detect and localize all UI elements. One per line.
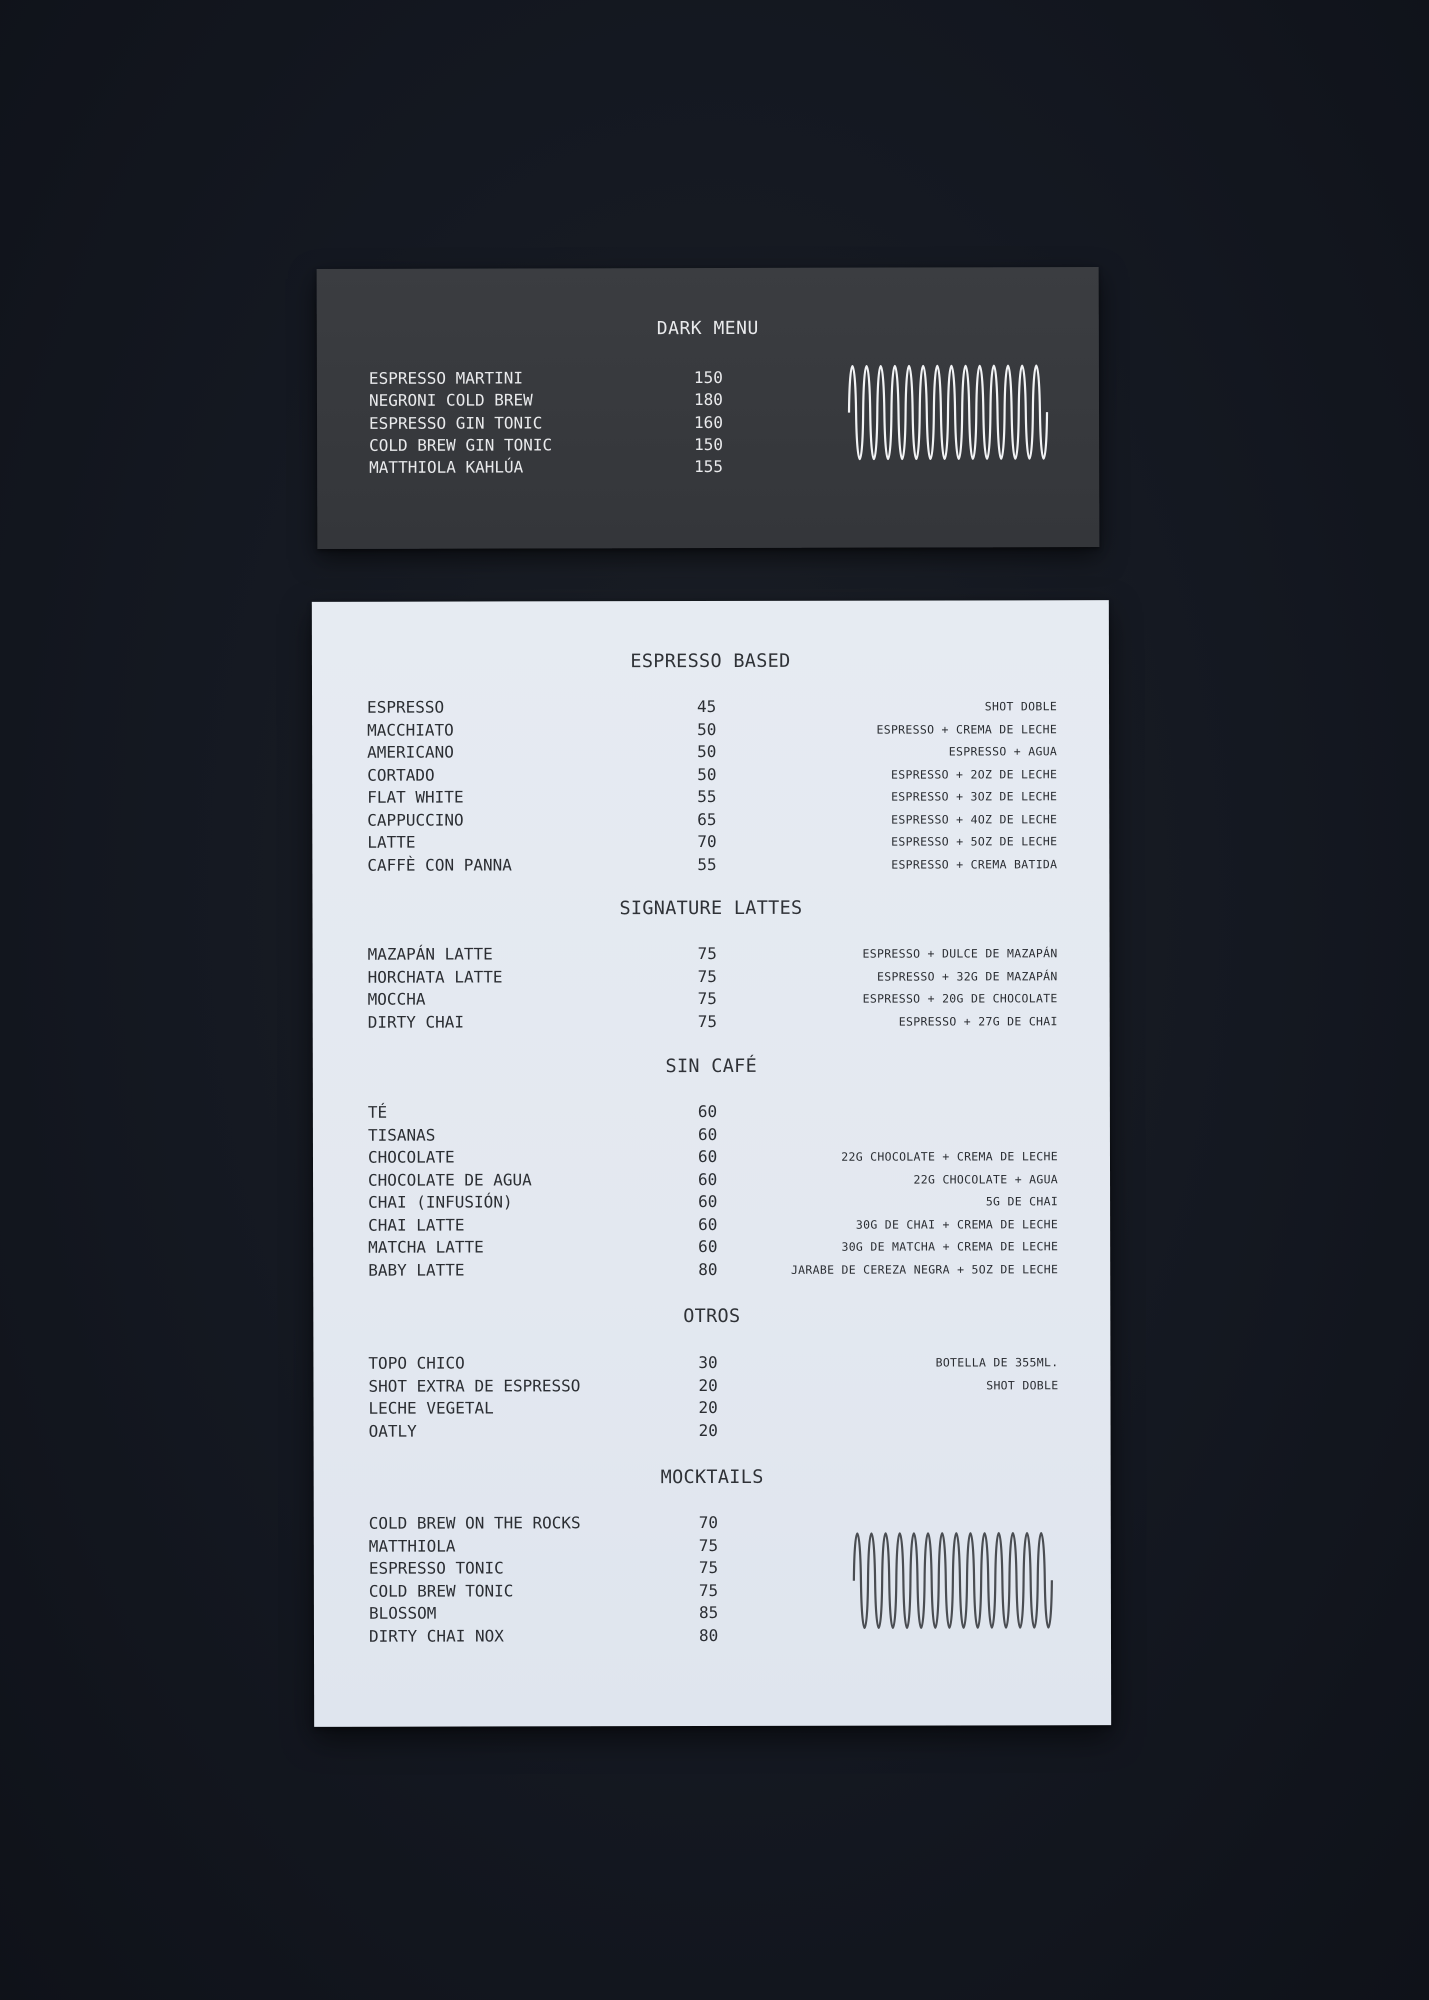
item-price: 75 [697, 943, 717, 964]
section-title-mocktails: MOCKTAILS [660, 1466, 764, 1489]
item-price: 180 [693, 390, 723, 410]
dark-menu-title: DARK MENU [656, 317, 759, 340]
item-price: 60 [698, 1214, 718, 1234]
item-name: HORCHATA LATTE [367, 966, 503, 987]
item-name: BABY LATTE [368, 1260, 465, 1280]
item-price: 60 [697, 1101, 718, 1122]
item-name: BLOSSOM [368, 1603, 437, 1623]
item-description: SHOT DOBLE [986, 1377, 1059, 1392]
list-item [367, 853, 1057, 877]
item-description: ESPRESSO + 3OZ DE LECHE [891, 789, 1058, 804]
list-item [368, 1374, 1058, 1398]
list-item [367, 808, 1057, 832]
item-name: OATLY [368, 1421, 417, 1441]
item-name: COLD BREW ON THE ROCKS [368, 1513, 581, 1533]
item-price: 85 [698, 1602, 719, 1623]
item-price: 80 [698, 1259, 718, 1279]
item-price: 55 [697, 786, 717, 807]
item-description: SHOT DOBLE [984, 699, 1058, 714]
list-item [368, 1258, 1058, 1282]
item-price: 55 [697, 854, 717, 874]
item-name: CORTADO [367, 765, 435, 785]
item-price: 20 [698, 1420, 718, 1440]
list-item [367, 718, 1057, 742]
list-item [367, 830, 1057, 854]
item-name: MOCCHA [367, 989, 426, 1009]
item-price: 60 [697, 1146, 718, 1167]
list-item [369, 1419, 1059, 1443]
list-item [369, 434, 749, 457]
item-name: ESPRESSO GIN TONIC [369, 413, 543, 433]
item-price: 50 [697, 764, 717, 784]
spring-coil-icon [851, 1514, 1055, 1646]
list-item [368, 965, 1058, 989]
item-description: ESPRESSO + 32G DE MAZAPÁN [876, 968, 1058, 984]
item-description: ESPRESSO + 5OZ DE LECHE [891, 834, 1058, 849]
item-price: 70 [697, 831, 717, 852]
item-name: FLAT WHITE [367, 787, 464, 807]
list-item [368, 942, 1058, 966]
item-price: 160 [694, 412, 723, 432]
item-name: CHAI (INFUSIÓN) [368, 1192, 513, 1212]
item-description: 5G DE CHAI [985, 1194, 1059, 1209]
list-item [368, 1100, 1058, 1124]
item-price: 75 [697, 988, 717, 1009]
item-description: ESPRESSO + DULCE DE MAZAPÁN [862, 946, 1058, 961]
item-name: CHOCOLATE [367, 1147, 455, 1167]
list-item [368, 1351, 1058, 1375]
item-price: 75 [698, 1557, 719, 1578]
item-name: TÉ [367, 1102, 388, 1122]
item-price: 65 [697, 809, 717, 829]
item-description: JARABE DE CEREZA NEGRA + 5OZ DE LECHE [790, 1261, 1059, 1277]
item-price: 20 [698, 1375, 718, 1395]
list-item [368, 1010, 1058, 1034]
item-name: MATTHIOLA KAHLÚA [369, 457, 524, 478]
section-title-sin-cafe: SIN CAFÉ [665, 1055, 758, 1078]
section-sin-cafe [368, 1100, 1058, 1281]
list-item [369, 389, 749, 412]
list-item [368, 987, 1058, 1011]
item-price: 150 [694, 434, 724, 454]
item-name: CHOCOLATE DE AGUA [368, 1169, 532, 1190]
item-name: LATTE [367, 832, 416, 852]
item-name: NEGRONI COLD BREW [368, 390, 533, 411]
item-price: 60 [698, 1169, 718, 1189]
item-name: ESPRESSO TONIC [368, 1558, 504, 1578]
item-name: COLD BREW GIN TONIC [369, 435, 553, 455]
item-price: 60 [697, 1124, 718, 1144]
item-name: CAFFÈ CON PANNA [367, 854, 512, 875]
item-price: 20 [698, 1397, 718, 1418]
coil-stroke [854, 1533, 1052, 1628]
list-item [367, 785, 1057, 809]
item-description: ESPRESSO + CREMA BATIDA [891, 856, 1058, 872]
item-price: 75 [698, 1535, 719, 1555]
main-menu-card [312, 600, 1111, 1727]
spring-coil-icon [846, 347, 1050, 478]
item-price: 80 [698, 1625, 719, 1645]
section-otros [368, 1351, 1058, 1442]
item-price: 50 [697, 719, 717, 739]
item-name: MAZAPÁN LATTE [367, 944, 493, 964]
item-name: CAPPUCCINO [367, 810, 464, 830]
item-description: 30G DE CHAI + CREMA DE LECHE [855, 1216, 1059, 1232]
item-description: 22G CHOCOLATE + AGUA [913, 1171, 1059, 1187]
item-description: 30G DE MATCHA + CREMA DE LECHE [841, 1239, 1059, 1254]
list-item [368, 1168, 1058, 1192]
item-price: 60 [698, 1236, 718, 1257]
item-price: 70 [698, 1512, 719, 1533]
item-name: DIRTY CHAI NOX [368, 1625, 504, 1646]
section-title-otros: OTROS [683, 1305, 741, 1328]
item-price: 50 [697, 741, 717, 762]
list-item [367, 763, 1057, 787]
coil-stroke [849, 366, 1047, 460]
section-title-signature-lattes: SIGNATURE LATTES [619, 897, 803, 920]
item-description: ESPRESSO + 2OZ DE LECHE [891, 766, 1058, 782]
list-item [367, 695, 1057, 719]
list-item [368, 1123, 1058, 1147]
item-price: 155 [694, 457, 724, 477]
item-name: CHAI LATTE [368, 1215, 465, 1235]
section-signature-lattes [368, 942, 1058, 1033]
item-name: LECHE VEGETAL [368, 1398, 494, 1418]
item-description: ESPRESSO + 4OZ DE LECHE [891, 811, 1058, 827]
list-item [369, 367, 749, 390]
list-item [369, 411, 749, 434]
list-item [368, 1235, 1058, 1259]
item-description: 22G CHOCOLATE + CREMA DE LECHE [841, 1149, 1059, 1164]
list-item [368, 1190, 1058, 1214]
item-name: DIRTY CHAI [367, 1012, 465, 1032]
dark-menu-card [317, 267, 1100, 549]
item-name: SHOT EXTRA DE ESPRESSO [368, 1375, 581, 1396]
list-item [369, 456, 749, 479]
item-description: BOTELLA DE 355ML. [935, 1355, 1059, 1370]
item-description: ESPRESSO + CREMA DE LECHE [876, 721, 1058, 737]
item-price: 75 [698, 1580, 719, 1600]
item-price: 30 [698, 1352, 718, 1373]
item-description: ESPRESSO + 20G DE CHOCOLATE [862, 991, 1058, 1006]
list-item [368, 1396, 1058, 1420]
item-name: COLD BREW TONIC [368, 1580, 514, 1601]
item-name: ESPRESSO [367, 697, 445, 717]
item-price: 75 [697, 1011, 717, 1031]
item-name: MACCHIATO [367, 720, 454, 740]
section-espresso-based [367, 695, 1057, 876]
item-price: 75 [697, 966, 717, 986]
item-name: ESPRESSO MARTINI [368, 368, 524, 388]
item-price: 60 [698, 1191, 718, 1212]
list-item [367, 740, 1057, 764]
item-price: 150 [693, 367, 723, 388]
item-description: ESPRESSO + 27G DE CHAI [898, 1013, 1058, 1029]
item-name: MATCHA LATTE [368, 1237, 484, 1257]
item-price: 45 [697, 696, 717, 717]
item-name: AMERICANO [367, 742, 454, 762]
item-description: ESPRESSO + AGUA [948, 744, 1058, 759]
list-item [368, 1213, 1058, 1237]
item-name: TOPO CHICO [368, 1353, 465, 1373]
section-title-espresso-based: ESPRESSO BASED [630, 650, 791, 673]
item-name: TISANAS [367, 1125, 436, 1145]
item-name: MATTHIOLA [368, 1536, 456, 1556]
list-item [368, 1145, 1058, 1169]
dark-menu-list [369, 367, 749, 479]
